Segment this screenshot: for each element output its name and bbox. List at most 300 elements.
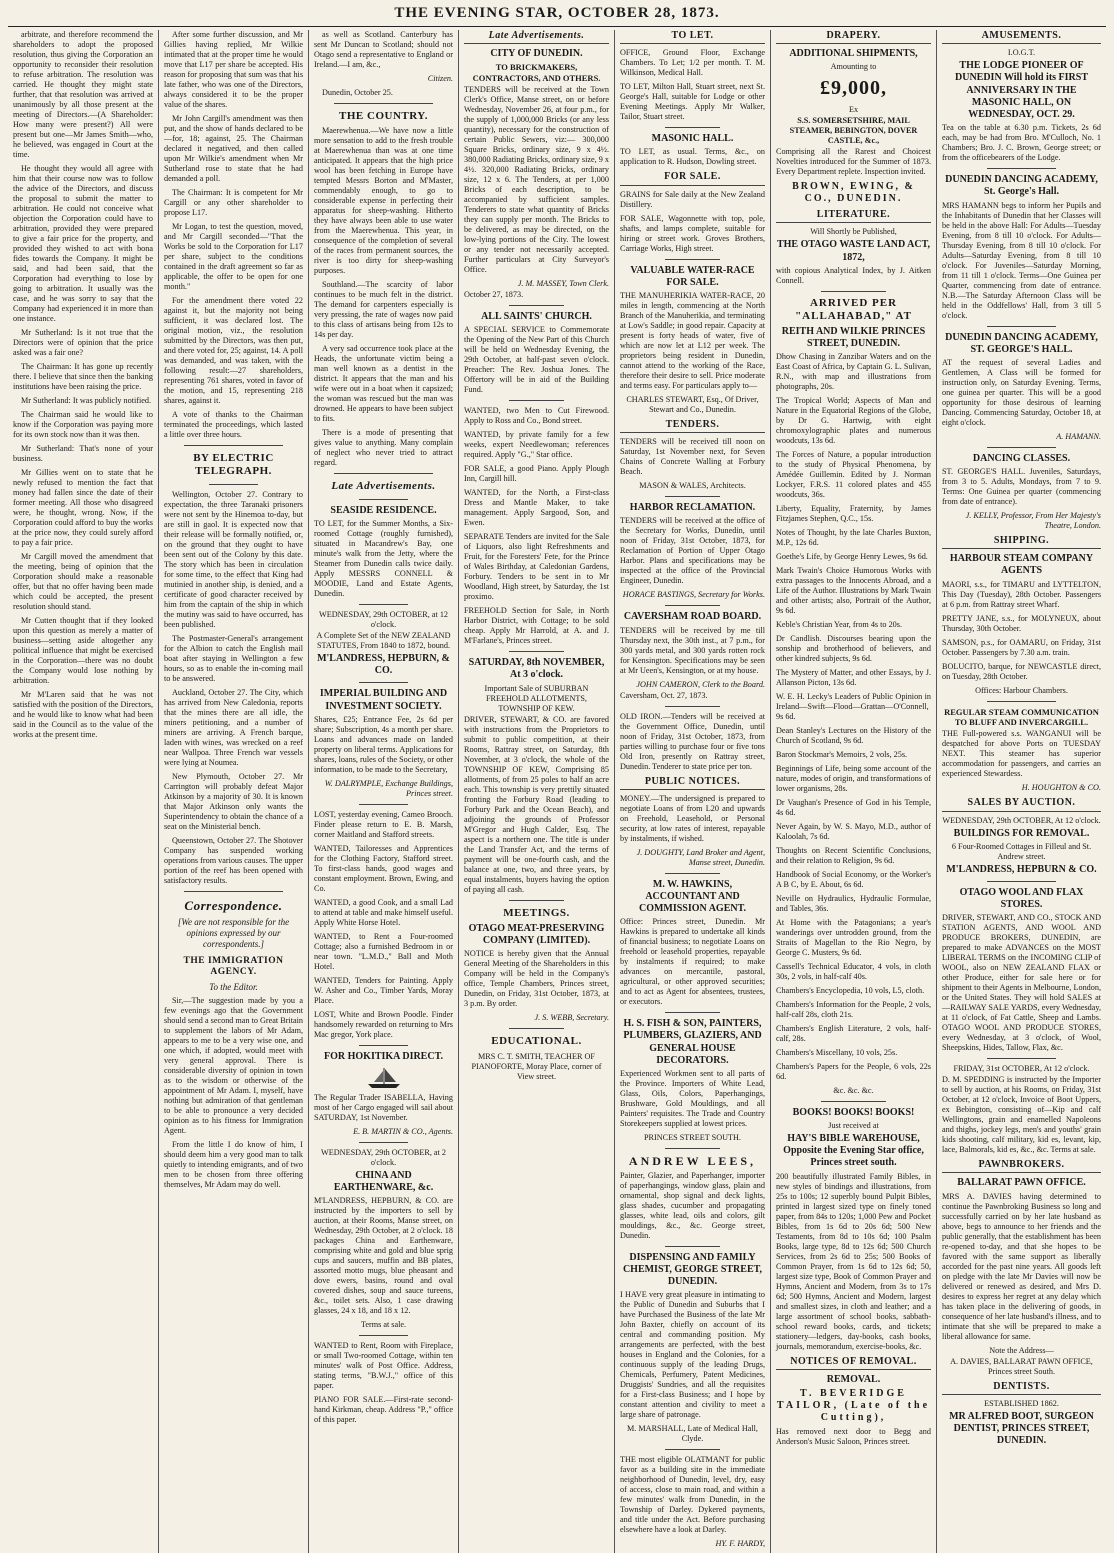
divider (821, 1101, 886, 1102)
advert-small (620, 712, 765, 772)
advert-heading: MR ALFRED BOOT, SURGEON DENTIST, PRINCES STREET, DUNEDIN. (949, 1410, 1094, 1447)
advert-small (464, 532, 609, 602)
advert-small (314, 810, 453, 840)
article-paragraph: Mr Sutherland: It was publicly notified. (21, 396, 152, 405)
advert-seaside (314, 505, 453, 599)
advert-text: WANTED, Tailoresses and Apprentices for the Clothing Factory, Stafford street. To first-class hands, good wages and constant employment. Brown, Ewing, and Co. (314, 843, 453, 893)
article-paragraph: Mr Cutten thought that if they looked upon this question as merely a matter of business—setting aside altogether any political influence that might be exercised in the Corporation—there was no doubt the Company would lose nothing by arbitration. (13, 616, 153, 685)
advert-text: Tea on the table at 6.30 p.m. Tickets, 2s 6d each, may be had from Bro. M'Culloch, No. 1 Chambers; Bro. J. C. Brown, George street; or from the officebearers of the Lodge. (942, 123, 1101, 163)
advert-lodge-pioneer (942, 48, 1101, 163)
article-paragraph: Mr Logan, to test the question, moved, and Mr Cargill seconded—"That the Works be sold to the Corporation for L17 per share, subject to the conditions contained in the draft agreement so far as applicable, the offer to be open for one month." (164, 222, 303, 291)
book-item: Liberty, Equality, Fraternity, by James Fitzjames Stephen, Q.C., 15s. (776, 503, 931, 523)
article-paragraph: He thought they would all agree with him that their course now was to follow the advice of the Directors, and discuss the proposal to submit the matter to arbitration. He could not conceive what objection the Corporation could have to arbitration, provided they were prepared to give a fair price for the property, and provided they wished to act with bona fides towards the Company. It might be said, and had been said, that the Corporation had everything to lose by going to arbitration. It usually was the case, and he was sorry to say that the Company had experienced it in more than one instance. (13, 164, 153, 323)
book-item: W. E. H. Lecky's Leaders of Public Opinion in Ireland—Swift—Flood—Grattan—O'Connell, 9s 6d. (776, 691, 931, 721)
advert-text: WANTED, for the North, a First-class Dress and Mantle Maker, to take management. Apply Sargood, Son, and Ewen. (464, 488, 609, 528)
book-item: The Forces of Nature, a popular introduction to the study of Physical Phenomena, by Amédée Guillemin. Edited by J. Norman Lockyer, F.R.S. 11 colored plates and 455 woodcuts, 36s. (776, 449, 931, 499)
country-item: Southland.—The scarcity of labor continues to be much felt in the district. The demand for carpenters especially is very pressing, the rate of wages now paid to this class of artisans being from 12s to 14s per day. (314, 280, 453, 340)
article-paragraph: After some further discussion, and Mr Gillies having replied, Mr Wilkie intimated that at the proper time he would move that L17 per share be accepted. His reason for proposing that sum was that his late father, who was one of the Directors, always considered it to be the proper value of the shares. (164, 30, 303, 109)
advert-text: TENDERS will be received till noon on Saturday, 1st November next, for Seven Chains of Concrete Walling at Forbury Beach. (620, 437, 765, 477)
divider (987, 447, 1056, 448)
educational-heading: EDUCATIONAL. (491, 1035, 582, 1048)
divider (665, 259, 720, 260)
book-item: The Mystery of Matter, and other Essays, by J. Allanson Picton, 13s 6d. (776, 667, 931, 687)
advert-signature: MASON & WALES, Architects. (639, 481, 746, 491)
advert-signature: J. S. WEBB, Secretary. (534, 1013, 609, 1023)
article-paragraph: The Chairman: It is competent for Mr Cargill or any other shareholder to propose L17. (164, 188, 303, 217)
advert-text: DRIVER, STEWART, & CO. are favored with instructions from the Proprietors to submit to public competition, at their Rooms, Rattray street, on Saturday, 8th November, at 3 o'clock, the whole of the TOWNSHIP OF KEW, Comprising 85 allotments, of from 25 poles to half an acre each. This township is very prettily situated fronting the Forbury Road (leading to Forbury Park and the Ocean Beach), and adjoining the grounds of Professor M'Gregor and Hugh Calder, Esq. The aspect is a northern one. The title is under the Land Transfer Act, and the terms of payment will be one-fourth cash, and the balance at one, two, and three years, by equal instalments, buyers having the option of paying all cash. (464, 714, 609, 894)
divider (359, 682, 408, 683)
article-paragraph: A vote of thanks to the Chairman terminated the proceedings, which lasted a little over three hours. (164, 410, 303, 439)
advert-text: Ex (848, 104, 859, 114)
advert-text: TO LET, Milton Hall, Stuart street, next St. George's Hall, suitable for Lodge or other Evening Meetings. Apply Mr Walker, Tailor, Stuart street. (620, 82, 765, 122)
advert-text: LOST, White and Brown Poodle. Finder handsomely rewarded on returning to Mrs Mac gregor, York place. (314, 1009, 453, 1039)
advert-amount: £9,000, (820, 77, 887, 100)
divider (665, 706, 720, 707)
advert-text: Amounting to (830, 62, 877, 72)
book-item: Dr Vaughan's Presence of God in his Temple, 4s 6d. (776, 797, 931, 817)
advert-terms: Terms at sale. (360, 1320, 407, 1330)
advert-heading: BUILDINGS FOR REMOVAL. (953, 827, 1090, 839)
advert-heading: REMOVAL. (826, 1373, 881, 1385)
advert-date: WEDNESDAY, 29th OCTOBER, At 12 o'clock. (942, 815, 1101, 825)
shipping-item: SAMSON, p.s., for OAMARU, on Friday, 31st October. Passengers by 7.30 a.m. train. (942, 637, 1101, 657)
divider (987, 326, 1056, 327)
advert-small (314, 932, 453, 972)
advert-text: WANTED to Rent, Room with Fireplace, or small Two-roomed Cottage, within ten minutes' walk of Post Office. Address, stating terms, "B.W.J.," office of this paper. (314, 1341, 453, 1391)
column-5 (614, 30, 770, 1553)
advert-date: WEDNESDAY, 29th OCTOBER, at 12 o'clock. (318, 610, 449, 629)
removal-heading: NOTICES OF REMOVAL. (776, 1356, 931, 1370)
advert-small (314, 1395, 453, 1425)
column-4 (458, 30, 614, 1553)
advert-hawkins (620, 879, 765, 1008)
shipping-item: PRETTY JANE, s.s., for MOLYNEUX, about Thursday, 30th October. (942, 613, 1101, 633)
advert-heading: ANDREW LEES, (628, 1154, 757, 1168)
advert-signature: E. B. MARTIN & CO., Agents. (353, 1126, 453, 1136)
advert-small (620, 82, 765, 122)
advert-heading: BALLARAT PAWN OFFICE. (957, 1177, 1086, 1189)
divider (359, 604, 408, 605)
advert-harbor (620, 502, 765, 600)
article-paragraph: The Chairman: It has gone up recently there. I believe that since then the banking institutions have been raising the price. (13, 362, 153, 391)
book-item: Goethe's Life, by George Henry Lewes, 9s 6d. (776, 551, 928, 561)
divider (509, 900, 564, 901)
book-item: Baron Stockmar's Memoirs, 2 vols, 25s. (776, 749, 908, 759)
advert-text: NOTICE is hereby given that the Annual General Meeting of the Shareholders in this Company will be held in the Company's office, Temple Chambers, Princes street, Dunedin, on Friday, 31st October, 1873, at 3 p.m. By order. (464, 949, 609, 1009)
advert-heading: THE LODGE PIONEER OF DUNEDIN Will hold its FIRST ANNIVERSARY IN THE MASONIC HALL, ON WEDNESDAY, OCT. 29. (955, 60, 1088, 120)
advert-signature: W. DALRYMPLE, Exchange Buildings, Princes street. (324, 778, 453, 798)
advert-small (314, 976, 453, 1006)
divider (334, 473, 433, 474)
book-item: Notes of Thought, by the late Charles Buxton, M.P., 12s 6d. (776, 527, 931, 547)
advert-heading: M. W. HAWKINS, ACCOUNTANT AND COMMISSION AGENT. (638, 878, 747, 915)
advert-heading: CAVERSHAM ROAD BOARD. (623, 611, 762, 623)
divider (359, 1142, 408, 1143)
advert-signature: BROWN, EWING, & CO., DUNEDIN. (792, 180, 915, 204)
advert-text: LOST, yesterday evening, Cameo Brooch. Finder please return to E. B. Marsh, corner Maitland and Stafford streets. (314, 809, 453, 839)
advert-text: WANTED, to Rent a Four-roomed Cottage; also a furnished Bedroom in or near town. "L.M.D.," Ball and Moth Hotel. (314, 931, 453, 971)
advert-text: PIANO FOR SALE.—First-rate second-hand Kirkman, cheap. Address "P.," office of this paper. (314, 1395, 453, 1425)
divider (665, 1012, 720, 1013)
country-heading: THE COUNTRY. (339, 110, 428, 122)
book-item: Dhow Chasing in Zanzibar Waters and on the East Coast of Africa, by Captain G. L. Sulivan, R.N., with map and illustrations from photographs, 20s. (776, 351, 931, 391)
advert-text: OLD IRON.—Tenders will be received at the Government Office, Dunedin, until noon of Friday, 31st October, 1873, from parties willing to purchase four or five tons Old Iron, presently on Rattray street, Dunedin. Tenderer to state price per ton. (620, 711, 765, 771)
advert-heading: OTAGO MEAT-PRESERVING COMPANY (LIMITED). (468, 923, 605, 947)
advert-text: Office: Princes street, Dunedin. Mr Hawkins is prepared to undertake all kinds of financial business; to negotiate Loans on freehold or leasehold properties, repayable by instalments if required; to make advances on mercantile, pastoral, agricultural, or other approved securities; and to act as Agent for absentees, trustees, or executors. (620, 917, 765, 1007)
advert-subheading: Important Sale of SUBURBAN FREEHOLD ALLOTMENTS, TOWNSHIP OF KEW. (484, 683, 589, 713)
advert-drapery (776, 48, 931, 205)
advert-small (620, 190, 765, 210)
column-1 (8, 30, 158, 1553)
to-let-heading: TO LET. (620, 30, 765, 44)
book-item: Keble's Christian Year, from 4s to 20s. (776, 619, 902, 629)
divider (665, 1148, 720, 1149)
advert-text: Comprising all the Rarest and Choicest Novelties introduced for the Summer of 1873. Every Department replete. Inspection invited. (776, 146, 931, 176)
letter-paragraph: as well as Scotland. Canterbury has sent Mr Duncan to Scotland; should not Otago send a representative to England or Ireland.—I am, &c., (314, 30, 453, 69)
advert-text: SEPARATE Tenders are invited for the Sale of Liquors, also light Refreshments and Fruit, for the Foresters' Fete, for the Prince of Wales Birthday, at Caledonian Gardens, Forbury. Tenders to be sent in to Mr Woodland, High street, by Saturday, the 1st proximo. (464, 532, 609, 602)
advert-text: MONEY.—The undersigned is prepared to negotiate Loans of from L20 and upwards on Freehold, Leasehold, or Personal security, at low rates of interest, repayable by instalments, if wished. (620, 793, 765, 843)
divider (987, 1058, 1056, 1059)
advert-china (314, 1148, 453, 1330)
advert-masonic (620, 133, 765, 167)
advert-text: A Complete Set of the NEW ZEALAND STATUTES, From 1840 to 1872, bound. (316, 631, 451, 650)
advert-dancing-classes (942, 453, 1101, 531)
advert-heading: THE OTAGO WASTE LAND ACT, 1872, (776, 239, 931, 263)
book-item: Beginnings of Life, being some account of the nature, modes of origin, and transformations of lower organisms, 28s. (776, 763, 931, 793)
divider (665, 496, 720, 497)
advert-text: Just received at (828, 1121, 879, 1131)
advert-date: SATURDAY, 8th NOVEMBER, At 3 o'clock. (468, 657, 605, 681)
advert-signature: A. HAMANN. (1056, 431, 1101, 441)
advert-signature: CHARLES STEWART, Esq., Of Driver, Stewart and Co., Dunedin. (626, 394, 759, 414)
advert-text: MRS A. DAVIES having determined to continue the Pawnbroking Business so long and successfully carried on by her late husband as above, begs to announce to her friends and the public generally, that the establishment has been re-opened to-day, and that she hopes to be favored with the same support as liberally accorded for the past nine years. All goods left on pledge with the late Mr Davies will now be delivered or renewed as desired, and Mrs D. desires to express her regret at any delay which has taken place in the delivering of goods, in consequence of her late husband's illness, and to intimate that she will be prepared to make a liberal allowance for same. (942, 1191, 1101, 1341)
correspondence-title: THE IMMIGRATION AGENCY. (183, 955, 284, 978)
advert-ballarat-pawn (942, 1177, 1101, 1376)
telegraph-item: Wellington, October 27. Contrary to expectation, the three Taranaki prisoners were not sent by the Hinemoa to-day, but are still in gaol. It is expected now that their release will be formally notified, or, on the ground that they ought to have been sent out of the Colony by this date. The story which has been in circulation for some time, to the effect that King had mutinied in another ship, is denied, and a certificate of good character received by him from the captain of the ship in which the mutiny was said to have occurred, has been published. (164, 489, 303, 629)
advert-heading: DANCING CLASSES. (972, 452, 1071, 464)
advert-text: I.O.G.T. (1007, 48, 1036, 58)
divider (987, 881, 1056, 882)
late-ads-heading: Late Advertisements. (331, 480, 436, 493)
advert-text: TENDERS will be received at the office of the Secretary for Works, Dunedin, until noon of Friday, 31st October, 1873, for Reclamation of Portion of Upper Otago Harbor. Plans and specifications may be inspected at the office of the Provincial Engineer, Dunedin. (620, 516, 765, 586)
advert-heading: IMPERIAL BUILDING AND INVESTMENT SOCIETY. (319, 688, 448, 712)
divider (359, 804, 408, 805)
country-item: Maerewhenua.—We have now a little more sensation to add to the fresh trouble at Maerewhenua than was at one time anticipated. It appears that the high price wool has been fetching in Europe have tempted Messrs Borton and M'Master, commendably enough, to go to considerable expense in perfecting their apparatus for sheep-washing. Hitherto they have always been able to use water from the Maerewhenua. This year, in consequence of the completion of several of the races from permanent sources, the river is too dirty for sheep-washing purposes. (314, 126, 453, 276)
advert-heading: CITY OF DUNEDIN. (490, 48, 583, 60)
advert-money (620, 794, 765, 868)
advert-text: WANTED, by private family for a few weeks, expert Needlewoman; references required. Apply "G.," Star office. (464, 430, 609, 460)
advert-ships: S.S. SOMERSETSHIRE, MAIL STEAMER, BEBINGTON, DOVER CASTLE, &c., (789, 115, 918, 145)
advert-darley (620, 1455, 765, 1549)
book-item: Chambers's Encyclopedia, 10 vols, L5, cloth. (776, 985, 925, 995)
advert-heading: HARBOUR STEAM COMPANY AGENTS (949, 553, 1094, 577)
advert-text: A SPECIAL SERVICE to Commemorate the Opening of the New Part of this Church will be held on Wednesday Evening, the 29th October, at half-past seven o'clock. Preacher: The Rev. Joshua Jones. The Offertory will be in aid of the Building Fund. (464, 325, 609, 395)
advert-dancing-academy-2 (942, 332, 1101, 442)
advert-meat-company (464, 923, 609, 1023)
article-paragraph: Mr Cargill moved the amendment that the meeting, being of opinion that the Corporation should make a reasonable offer, but that no offer having been made which could be accepted, the present resolution should stand. (13, 552, 153, 611)
advert-signature: A. DAVIES, BALLARAT PAWN OFFICE, Princes street South. (950, 1356, 1093, 1376)
advert-text: FOR SALE, a good Piano. Apply Plough Inn, Cargill hill. (464, 464, 609, 484)
advert-subheading: HAY'S BIBLE WAREHOUSE, Opposite the Evening Star office, Princes street south. (783, 1133, 924, 1169)
advert-text: AT the request of several Ladies and Gentlemen, A Class will be formed for instruction only, on Saturday Evening. Terms, one guinea per quarter. This will be a good opportunity for those desirous of learning Dancing. Commencing Saturday, October 18, at eight o'clock. (942, 357, 1101, 427)
advert-small (620, 48, 765, 78)
letter-paragraph: From the little I do know of him, I should deem him a very good man to talk quietly to intending emigrants, and of two men to be chosen from three offering themselves, Mr Adam may do well. (164, 1139, 303, 1189)
masthead: THE EVENING STAR, OCTOBER 28, 1873. (8, 0, 1106, 27)
advert-text: OFFICE, Ground Floor, Exchange Chambers. To Let; 1/2 per month. T. M. Wilkinson, Medical Hall. (620, 48, 765, 78)
drapery-heading: DRAPERY. (776, 30, 931, 44)
column-2 (158, 30, 308, 1553)
advert-signature: M. MARSHALL, Late of Medical Hall, Clyde. (627, 1424, 758, 1444)
advert-small (464, 430, 609, 460)
advert-text: 6 Four-Roomed Cottages in Filleul and St. Andrew street. (951, 841, 1092, 861)
advert-text: with copious Analytical Index, by J. Aitken Connell. (776, 265, 931, 285)
advert-date: Caversham, Oct. 27, 1873. (620, 690, 708, 700)
advert-dentist (942, 1399, 1101, 1448)
divider (665, 1449, 720, 1450)
advert-text: THE Full-powered s.s. WANGANUI will be despatched for above Ports on TUESDAY NEXT. This steamer has superior accommodation for passengers, and carries an experienced Stewardess. (942, 729, 1101, 779)
advert-heading: DUNEDIN DANCING ACADEMY, ST. GEORGE'S HALL. (945, 331, 1098, 355)
correspondence-note: [We are not responsible for the opinions expressed by our correspondents.] (177, 916, 290, 949)
advert-heading: CHINA AND EARTHENWARE, &c. (333, 1169, 434, 1194)
advert-subheading: TO BRICKMAKERS, CONTRACTORS, AND OTHERS. (472, 62, 601, 83)
advert-small (464, 488, 609, 528)
divider (509, 400, 564, 401)
advert-signature: HY. F. HARDY, (715, 1539, 765, 1549)
advert-date: WEDNESDAY, 29th OCTOBER, at 2 o'clock. (321, 1147, 446, 1167)
advert-caversham (620, 611, 765, 700)
divider (665, 605, 720, 606)
divider (359, 1045, 408, 1046)
advert-heading: H. S. FISH & SON, PAINTERS, PLUMBERS, GLAZIERS, AND GENERAL HOUSE DECORATORS. (623, 1018, 762, 1066)
article-paragraph: Mr Sutherland: Is it not true that the Directors were of opinion that the price asked was a fair one? (13, 328, 153, 357)
advert-text: THE most eligible OLATMANT for public favor as a building site in the immediate neighborhood of Dunedin, level, dry, easy of access, close to main road, and within a few minutes' walk from Dunedin, in the Township of Darley. Dykered payments, and title under the Act. Before purchasing elsewhere have a look at Darley. (620, 1455, 765, 1535)
late-ads-heading: Late Advertisements. (464, 30, 609, 44)
for-sale-heading: FOR SALE. (620, 171, 765, 185)
advert-text: GRAINS for Sale daily at the New Zealand Distillery. (620, 189, 765, 209)
advert-text: Shares, £25; Entrance Fee, 2s 6d per share; Subscription, 4s a month per share. Loans and advances made on landed property on liberal terms. Applications for shares, loans, rules of the Society, or other information, to be made to the Secretary, (314, 714, 453, 774)
article-paragraph: For the amendment there voted 22 against it, but the majority not being sufficient, it was declared lost. The original motion, viz., the resolution submitted by the Directors, was then put, and there voted for, 25; against, 14. A poll was demanded, and was taken, with the following result:—27 shareholders, representing 761 shares, voted in favor of the motion, and 15, representing 218 shares, against it. (164, 296, 303, 405)
advert-text: D. M. SPEDDING is instructed by the Importer to sell by auction, at his Rooms, on Friday, 31st October, at 12 o'clock, Invoice of Boot Uppers, ex Bebington, consisting of—Kip and calf Wellingtons, grain and enamelled Napoleons and thighs, jockey legs, men's and youths' grain kids shooting, calf military, kid es, levant, kip, lace, Balmorals, kid es, &c., &c. Terms at sale. (942, 1075, 1101, 1155)
book-item: Dean Stanley's Lectures on the History of the Church of Scotland, 9s 6d. (776, 725, 931, 745)
advert-date: October 27, 1873. (464, 290, 524, 300)
advert-beveridge (776, 1374, 931, 1447)
advert-signature: J. M. MASSEY, Town Clerk. (517, 279, 609, 289)
advert-heading: DISPENSING AND FAMILY CHEMIST, GEORGE STREET, DUNEDIN. (622, 1251, 763, 1287)
article-paragraph: Mr M'Laren said that he was not satisfied with the position of the Directors, and he would like to know what had been said in the Council as to the value of the works at the present time. (13, 690, 153, 739)
advert-signature: M'LANDRESS, HEPBURN & CO. (946, 863, 1097, 875)
advert-small (464, 606, 609, 646)
book-item: The Tropical World; Aspects of Man and Nature in the Equatorial Regions of the Globe, by Dr G. Hartwig, with eight chromoxylographic plates and numerous woodcuts, 13s 6d. (776, 395, 931, 445)
advert-spedding (942, 1064, 1101, 1155)
advert-small (314, 898, 453, 928)
divider (821, 291, 886, 292)
advert-text: DRIVER, STEWART, AND CO., STOCK AND STATION AGENTS, AND WOOL AND PRODUCE BROKERS, DUNEDIN, are prepared to make ADVANCES on the MOST LIBERAL TERMS on the INCOMING CLIP of WOOL, also on NEW ZEALAND FLAX or other Produce, either for sale here or for shipment to their Agents in Melbourne, London, or the United States. They will hold SALES at—RAILWAY SALE YARDS, every Wednesday, at 11 o'clock, of Fat Cattle, Sheep and Lambs. OTAGO WOOL AND PRODUCE STORES, every Wednesday, at 3 o'clock, of Wool, Sheepskins, Hides, Tallow, Flax, &c. (942, 913, 1101, 1053)
advert-lees (620, 1154, 765, 1241)
telegraph-item: Queenstown, October 27. The Shotover Company has suspended working operations from various causes. The upper portion of the reef has been opened with satisfactory results. (164, 835, 303, 885)
advert-bluff-steam (942, 707, 1101, 794)
country-note: There is a mode of presenting that gives value to anything. Many complain of neglect who never tried to attract regard. (314, 428, 453, 468)
advert-text: THE MANUHERIKIA WATER-RACE, 20 miles in length, commencing at the North Branch of the Manuherikia, and terminating at Low's Saddle; in good repair. Capacity at present is forty heads of water, five of which are now let at L12 per week. The proprietors being resident in Dunedin, cannot attend to the working of the Race, therefore their desire to sell. Price moderate and terms easy. For particulars apply to— (620, 290, 765, 390)
advert-signature: J. KELLY, Professor, From Her Majesty's Theatre, London. (965, 511, 1101, 531)
letter-signature: Citizen. (427, 74, 453, 83)
divider (509, 305, 564, 306)
advert-small (314, 844, 453, 894)
dentists-heading: DENTISTS. (942, 1381, 1101, 1395)
book-item: Cassell's Technical Educator, 4 vols, in cloth 30s, 2 vols, in half-calf 40s. (776, 961, 931, 981)
shipping-item: MAORI, s.s., for TIMARU and LYTTELTON, This Day (Tuesday), 28th October. Passengers at 6 p.m. from Rattray street Wharf. (942, 579, 1101, 609)
advert-fish (620, 1018, 765, 1143)
literature-heading: LITERATURE. (776, 209, 931, 223)
divider (209, 484, 258, 485)
advert-text: I HAVE very great pleasure in intimating to the Public of Dunedin and Suburbs that I have Purchased the Business of the late Mr John Baxter, chiefly on account of its central and commanding position. My arrangements are perfected, with the best houses in England and the Colonies, for a continuous supply of the leading Drugs, Chemicals, Perfumery, Patent Medicines, Druggists' Sundries, and all the requisites for a First-class Business; and I hope by constant attention and civility to meet a large share of patronage. (620, 1290, 765, 1420)
article-paragraph: The Chairman said he would like to know if the Corporation was paying more for its own stock now than it was then. (13, 410, 153, 439)
advert-small (464, 406, 609, 426)
advert-hokitika (314, 1051, 453, 1137)
column-7 (936, 30, 1106, 1553)
book-item: Chambers's Information for the People, 2 vols, half-calf 28s, cloth 21s. (776, 999, 931, 1019)
telegraph-item: Auckland, October 27. The City, which has arrived from New Caledonia, reports that the mines there are all idle, the miners petitioning, and a number of miners are arriving. A French barque, laden with wines, was wrecked on a reef near Wallpoa. Three French war vessels were lying at Noumea. (164, 687, 303, 767)
advert-all-saints (464, 311, 609, 395)
advert-kew (464, 657, 609, 894)
advert-text: TO LET, as usual. Terms, &c., on application to R. Hudson, Dowling street. (620, 147, 765, 167)
divider (509, 651, 564, 652)
advert-text: Painter, Glazier, and Paperhanger, importer of paperhangings, window glass, plain and ornamental, shop signal and deck lights, glass shades, cucumber and propagating glasses, white lead, oils and colors, gilt mouldings, &c., &c. George street, Dunedin. (620, 1170, 765, 1240)
advert-heading: DUNEDIN DANCING ACADEMY, St. George's Hall. (945, 174, 1098, 198)
book-item: Dr Candlish. Discourses bearing upon the sonship and brotherhood of believers, and other kindred subjects, 9s 6d. (776, 633, 931, 663)
divider (359, 499, 408, 500)
tenders-heading: TENDERS. (620, 419, 765, 433)
advert-text: WANTED, two Men to Cut Firewood. Apply to Ross and Co., Bond street. (464, 406, 609, 426)
divider (359, 1335, 408, 1336)
book-item: Never Again, by W. S. Mayo, M.D., author of Kaloolah, 7s 6d. (776, 821, 931, 841)
sailing-ship-icon (364, 1066, 404, 1090)
advert-text: MRS C. T. SMITH, TEACHER OF PIANOFORTE, Moray Place, corner of View street. (471, 1051, 602, 1081)
advert-heading: ADDITIONAL SHIPMENTS, (789, 48, 918, 60)
advert-heading: OTAGO WOOL AND FLAX STORES. (959, 886, 1084, 911)
book-item: Chambers's Miscellany, 10 vols, 25s. (776, 1047, 898, 1057)
advert-text: WANTED, a good Cook, and a small Lad to attend at table and make himself useful. Apply White Horse Hotel. (314, 897, 453, 927)
advert-small (464, 464, 609, 484)
newspaper-columns (8, 30, 1106, 1549)
advert-text: M'LANDRESS, HEPBURN, & CO. are instructed by the importers to sell by auction, at their Rooms, Manse street, on Wednesday, 29th October, at 2 o'clock. 18 packages China and Earthenware, comprising white and gold and blue sprig cups and saucers, muffin and BB plates, assorted motto mugs, blue pheasant and dove ewers, basins, round and oval covered dishes, soup and sauce tureens, &c., toilet sets. Also, 1 case drawing glasses, 24 x 18, and 18 x 12. (314, 1196, 453, 1316)
advert-text: &c. &c. &c. (833, 1085, 874, 1095)
advert-bible-warehouse (776, 1107, 931, 1352)
advert-signature: JOHN CAMERON, Clerk to the Board. (636, 679, 765, 689)
advert-heading: ARRIVED PER "ALLAHABAD," AT (795, 296, 912, 323)
pawnbrokers-heading: PAWNBROKERS. (942, 1159, 1101, 1173)
advert-signature: PRINCES STREET SOUTH. (644, 1133, 741, 1142)
advert-water-race (620, 265, 765, 415)
correspondence-heading: Correspondence. (184, 897, 283, 913)
advert-text: MRS HAMANN begs to inform her Pupils and the Inhabitants of Dunedin that her Classes will be held in the above Hall: For Adults—Tuesday Evening, from 8 till 10 o'clock. For Adults—Thursday Evening, from 8 till 10 o'clock. For Adults—Saturday Evening, from 8 till 10 o'clock. For Juveniles—Saturday Morning, from 11 till 1 o'clock. Terms—One Guinea per Quarter, commencing from date of entrance. N.B.—The Saturday Afternoon Class will be held in the Oddfellows' Hall, from 3 till 5 o'clock. (942, 200, 1101, 320)
advert-heading: FOR HOKITIKA DIRECT. (324, 1050, 443, 1062)
advert-signature: Offices: Harbour Chambers. (975, 685, 1068, 695)
book-item: Chambers's Papers for the People, 6 vols, 22s 6d. (776, 1061, 931, 1081)
advert-imperial (314, 688, 453, 798)
divider (509, 1028, 564, 1029)
book-item: Handbook of Social Economy, or the Worker's A B C, by E. About, 6s 6d. (776, 869, 931, 889)
advert-text: Will Shortly be Published, (810, 227, 897, 237)
correspondence-to: To the Editor. (209, 981, 258, 992)
advert-text: Experienced Workmen sent to all parts of the Province. Importers of White Lead, Glass, Oils, Colors, Paperhangings, Brushware, Gold Mouldings, and all Painters' requisites. The Trade and Country Storekeepers supplied at lowest prices. (620, 1069, 765, 1128)
shipping-item: BOLUCITO, barque, for NEWCASTLE direct, on Tuesday, 28th October. (942, 661, 1101, 681)
advert-wool-stores (942, 887, 1101, 1053)
book-item: Chambers's English Literature, 2 vols, half-calf, 28s. (776, 1023, 931, 1043)
advert-text: ST. GEORGE'S HALL. Juveniles, Saturdays, from 3 to 5. Adults, Mondays, from 7 to 9. Terms: One Guinea per quarter (commencing from date of entrance). (942, 467, 1101, 507)
telegraph-item: The Postmaster-General's arrangement for the Albion to catch the English mail boat after staying in Wellington a few hours, so as to enable the in-coming mail to be answered. (164, 633, 303, 683)
telegraph-heading: BY ELECTRIC TELEGRAPH. (193, 452, 274, 478)
country-item: A very sad occurrence took place at the Heads, the unfortunate victim being a man well known as a dentist in the district. It appears that the man and his wife were out in a boat when it capsized; the woman was rescued but the man was drowned. He appears to have been subject to fits. (314, 344, 453, 424)
advert-text: TENDERS will be received at the Town Clerk's Office, Manse street, on or before Wednesday, November 26, at four p.m., for the supply of 1,000,000 Bricks (or any less quantity), necessary for the construction of certain Public Sewers, viz:— 300,000 Square Bricks, ordinary size, 9 x 4½. 380,000 Radiating Bricks, ordinary size, 9 x 4½. 320,000 Radiating Bricks, ordinary size, 12 x 6. The Tenders, at per 1,000 Bricks of each description, to be accompanied by sufficient samples. Tenderers to state what quantity of Bricks they can supply per month. The Bricks to be delivered, as may be directed, on the low-lying portions of the City. The lowest or any tender not necessarily accepted. Further particulars at City Surveyor's Office. (464, 85, 609, 275)
advert-tender (620, 437, 765, 491)
advert-heading: VALUABLE WATER-RACE FOR SALE. (630, 264, 755, 288)
advert-signature: REITH AND WILKIE PRINCES STREET, DUNEDIN. (781, 325, 926, 349)
advert-city-tenders (464, 48, 609, 300)
book-item: At Home with the Patagonians; a year's wanderings over untrodden ground, from the Straits of Magellan to the Rio Negro, by George C. Musters, 9s 6d. (776, 917, 931, 957)
advert-heading: HARBOR RECLAMATION. (629, 502, 756, 514)
divider (665, 873, 720, 874)
telegraph-item: New Plymouth, October 27. Mr Carrington will probably defeat Major Atkinson by a majority of 30. It is known that Major Atkinson only wants the Superintendency to obtain the chance of a seat on the Ministerial bench. (164, 771, 303, 831)
divider (334, 103, 433, 104)
advert-signature: HORACE BASTINGS, Secretary for Works. (622, 590, 765, 600)
divider (665, 127, 720, 128)
advert-heading: MASONIC HALL. (651, 133, 734, 145)
amusements-heading: AMUSEMENTS. (942, 30, 1101, 44)
letter-paragraph: Sir,—The suggestion made by you a few evenings ago that the Government should send a second man to Great Britain to supplement the labors of Mr Adam, appears to me to be a very wise one, and one which, if adopted, would meet with very general approval. There is considerable diversity of opinion in town as to the wisdom or otherwise of the appointment of Mr Adam. I, myself, have nothing but admiration of that gentleman to be able to pronounce a very decided opinion as to his fitness for Immigration Agent. (164, 995, 303, 1135)
advert-heading: SEASIDE RESIDENCE. (330, 504, 437, 516)
advert-buildings (942, 816, 1101, 876)
advert-signature: M'LANDRESS, HEPBURN, & CO. (317, 653, 450, 677)
advert-signature: J. DOUGHTY, Land Broker and Agent, Manse street, Dunedin. (636, 847, 765, 867)
advert-statutes (314, 610, 453, 677)
public-notices-heading: PUBLIC NOTICES. (620, 776, 765, 790)
book-item: Mark Twain's Choice Humorous Works with extra passages to the Innocents Abroad, and a Life of the Author. Illustrations by Mark Twain and other artists; also, Portrait of the Author, 9s 6d. (776, 565, 931, 615)
advert-heading: ALL SAINTS' CHURCH. (481, 311, 592, 323)
divider (665, 1246, 720, 1247)
advert-text: FREEHOLD Section for Sale, in North Harbor District, with Cottage; to be sold cheap. Apply Mr Harrold, at A. and J. M'Farlane's, Princes street. (464, 606, 609, 646)
article-paragraph: arbitrate, and therefore recommend the shareholders to adopt the proposed resolution, thus giving the Corporation an opportunity to reconsider their resolution to refuse arbitration. The resolution was carried. He thought they might state further, that that resolution was arrived at unanimously by all those present at the meeting of Directors.—(A Shareholder: How many were present?) All were present but one—Mr James Smith—who, he believed, was engaged in Court at the time. (13, 30, 153, 159)
advert-text: ESTABLISHED 1862. (984, 1398, 1059, 1408)
advert-small (314, 1341, 453, 1391)
divider (184, 891, 283, 892)
advert-text: Note the Address— (989, 1345, 1054, 1355)
book-item: Thoughts on Recent Scientific Conclusions, and their relation to Religion, 9s 6d. (776, 845, 931, 865)
advert-educational (464, 1052, 609, 1082)
advert-text: Has removed next door to Begg and Anderson's Music Saloon, Princes street. (776, 1426, 931, 1446)
advert-date: FRIDAY, 31st OCTOBER, At 12 o'clock. (953, 1064, 1090, 1074)
advert-dancing-academy (942, 174, 1101, 320)
divider (987, 701, 1056, 702)
meetings-heading: MEETINGS. (503, 906, 570, 919)
divider (184, 445, 283, 446)
advert-small (314, 1010, 453, 1040)
advert-signature: H. HOUGHTON & CO. (1021, 783, 1101, 793)
advert-subheading: T. BEVERIDGE TAILOR, (Late of the Cutting), (776, 1388, 931, 1424)
advert-harbour-steam (942, 553, 1101, 695)
shipping-heading: SHIPPING. (942, 535, 1101, 549)
advert-reith-wilkie (776, 297, 931, 1096)
column-6 (770, 30, 936, 1553)
advert-small (620, 214, 765, 254)
advert-heading: BOOKS! BOOKS! BOOKS! (792, 1106, 915, 1118)
book-item: Neville on Hydraulics, Hydraulic Formulae, and Tables, 36s. (776, 893, 931, 913)
advert-text: 200 beautifully illustrated Family Bibles, in new styles of bindings and illustrations, from 25s to 100s; 12 superbly bound Pulpit Bibles, printed in largest sized type on finely toned paper, from 84s to 120s; 1,000 Pew and Pocket Bibles, from 1s 6d to 20s 6d; 500 New Testaments, from 8d to 10s 6d; 100 Psalm Books, large type, 8d to 12s 6d; 500 Church Services, from 2s 6d to 25s; 500 Books of Common Prayer, from 1s 6d to 12s 6d; 50, largest size type, Book of Common Prayer and Hymns, Ancient and Modern, from 3s to 17s 6d; 500 Hymns, Ancient and Modern, largest and smallest sizes, in cloth and leather; and a large assortment of school books, sabbath-school reward books, cards, and tickets; stationery—ledgers, day-books, cash books, journals, memorandum, exercise-books, &c. (776, 1171, 931, 1351)
advert-chemist (620, 1252, 765, 1445)
article-paragraph: Mr Gillies went on to state that he newly refused to mention the fact that money had fallen since the date of their former meeting. All those who disagreed were, he thought, wrong. Now, if the Corporation could afford to buy the works at the price now, they could surely afford to pay a fair price. (13, 468, 153, 547)
article-paragraph: Mr Sutherland: That's none of your business. (13, 444, 153, 463)
divider (987, 168, 1056, 169)
advert-text: TO LET, for the Summer Months, a Six-roomed Cottage (roughly furnished), situated in Macandrew's Bay, one minute's walk from the Jetty, where the Steamer from Dunedin calls twice daily. Apply MESSRS CONNELL & MOODIE, Land and Estate Agents, Dunedin. (314, 519, 453, 598)
